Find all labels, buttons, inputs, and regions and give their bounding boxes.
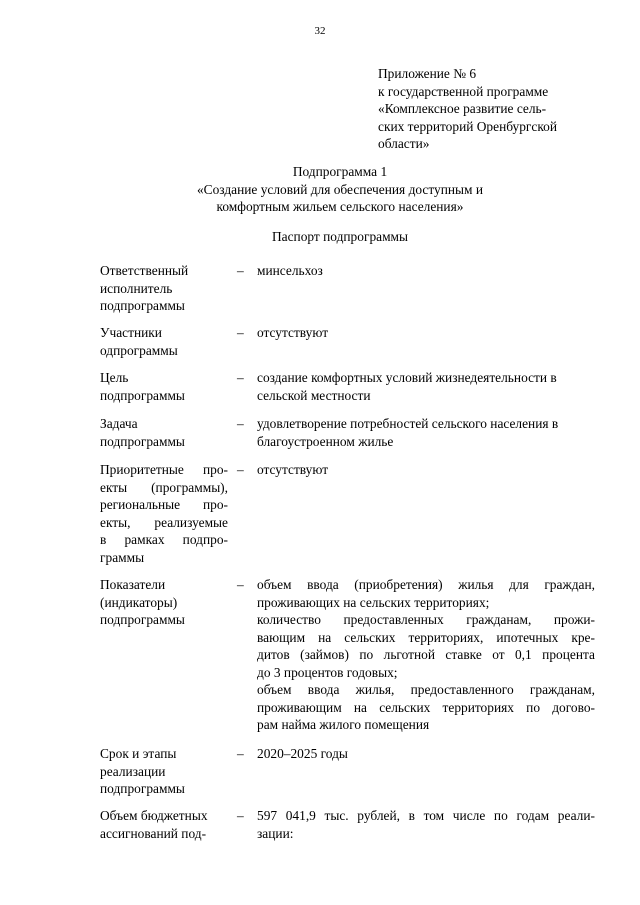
row-label (100, 745, 228, 798)
value-word: в (408, 808, 415, 823)
label-line: одпрограммы (100, 342, 178, 358)
label-line: (индикаторы) (100, 594, 178, 610)
value-word: рублей, (357, 808, 400, 823)
label-line (100, 549, 228, 567)
appendix-line: ских территорий Оренбургской (378, 118, 558, 134)
value-word: кре- (571, 629, 595, 645)
value-word: для (509, 577, 529, 592)
label-word: екты (100, 479, 128, 495)
label-line: подпрограммы (100, 433, 185, 449)
value-word: льготной (383, 647, 435, 662)
value-word: ввода (307, 577, 339, 592)
row-label (100, 415, 228, 450)
value-word: объем (257, 577, 292, 592)
value-word: ввода (307, 682, 340, 697)
value-line (257, 576, 595, 594)
value-word: до 3 процентов годовых; (257, 664, 398, 680)
value-word: по (493, 808, 508, 823)
value-line (257, 807, 595, 825)
value-word: годам (516, 808, 550, 823)
value-word: жилья (458, 577, 494, 592)
label-word: рамках (124, 532, 165, 547)
value-line (257, 699, 595, 717)
label-word: екты, (100, 514, 131, 530)
subprogram-title-line: комфортным жильем сельского населения» (216, 199, 464, 214)
label-line: Задача (100, 416, 138, 431)
row-dash: – (237, 577, 244, 592)
label-line (100, 514, 228, 532)
value-word: прожи- (553, 612, 595, 627)
label-line: Показатели (100, 577, 166, 592)
subprogram-title (100, 163, 580, 216)
row-label (100, 576, 228, 629)
value-word: догово- (552, 699, 595, 715)
row-value (257, 262, 595, 280)
label-line: реализации (100, 763, 166, 779)
value-word: том (423, 808, 445, 823)
value-line: удовлетворение потребностей сельского населения в (257, 416, 559, 431)
value-word: по (359, 647, 374, 662)
value-word: граждан, (544, 577, 595, 592)
value-word: ставке (445, 647, 482, 662)
value-word: 041,9 (285, 808, 316, 823)
value-line: благоустроенном жилье (257, 433, 394, 449)
label-line: Участники (100, 325, 162, 340)
appendix-line: к государственной программе (378, 83, 549, 99)
value-word: (займов) (300, 647, 349, 662)
value-word: дитов (257, 647, 290, 662)
value-line: отсутствуют (257, 325, 329, 340)
subprogram-title-line: Подпрограмма 1 (292, 164, 388, 179)
label-word: региональные (100, 497, 181, 512)
label-line: подпрограммы (100, 387, 185, 403)
row-value (257, 461, 595, 479)
appendix-line: Приложение № 6 (378, 66, 477, 81)
value-word: зации: (257, 825, 294, 841)
value-word: процента (542, 647, 595, 662)
row-label (100, 262, 228, 315)
label-word: про- (202, 497, 228, 512)
appendix-line: «Комплексное развитие сель- (378, 101, 547, 116)
value-word: рам найма жилого помещения (257, 717, 430, 732)
value-line (257, 646, 595, 664)
value-word: предоставленного (410, 682, 514, 697)
label-line: подпрограммы (100, 298, 185, 313)
passport-title (100, 228, 580, 246)
row-label (100, 324, 228, 359)
label-line (100, 461, 228, 479)
row-value (257, 807, 595, 842)
value-word: гражданам, (466, 612, 532, 627)
value-word: сельских (379, 699, 431, 715)
value-word: (приобретения) (354, 577, 443, 592)
row-value (257, 745, 595, 763)
value-line: создание комфортных условий жизнедеятельности в (257, 370, 557, 385)
value-line (257, 825, 595, 843)
value-word: на (318, 629, 332, 645)
subprogram-title-line: «Создание условий для обеспечения доступным и (196, 181, 484, 197)
value-word: ипотечных (496, 629, 559, 645)
value-word: проживающим (257, 699, 342, 715)
label-word: граммы (100, 549, 145, 565)
row-label (100, 807, 228, 842)
row-dash: – (237, 746, 244, 761)
value-word: тыс. (324, 808, 349, 823)
value-word: предоставленных (343, 612, 444, 627)
value-line: минсельхоз (257, 263, 323, 278)
value-line (257, 594, 595, 612)
value-word: жилья, (355, 682, 395, 697)
value-word: территориях, (408, 629, 484, 645)
row-value (257, 415, 595, 450)
label-word: (программы), (151, 479, 228, 495)
label-line: Объем бюджетных (100, 808, 208, 823)
label-word: реализуемые (154, 514, 228, 530)
value-word: на (353, 699, 367, 715)
value-word: гражданам, (529, 682, 595, 697)
row-value (257, 324, 595, 342)
value-word: вающим (257, 629, 306, 645)
value-word: проживающих на сельских территориях; (257, 594, 490, 610)
label-word: подпро- (182, 532, 228, 547)
value-word: сельских (344, 629, 396, 645)
value-line: 2020–2025 годы (257, 746, 348, 761)
value-word: от (492, 647, 505, 662)
page-number: 32 (314, 25, 326, 37)
label-line: ассигнований под- (100, 825, 207, 841)
label-line (100, 496, 228, 514)
label-line (100, 479, 228, 497)
label-line: Срок и этапы (100, 746, 177, 761)
label-line: Цель (100, 370, 129, 385)
row-label (100, 369, 228, 404)
value-word: по (526, 699, 541, 715)
value-word: реали- (557, 808, 595, 823)
appendix-line: области» (378, 136, 430, 151)
row-dash: – (237, 370, 244, 385)
row-dash: – (237, 263, 244, 278)
row-value (257, 369, 595, 404)
value-word: 597 (257, 808, 278, 823)
appendix-header (378, 65, 593, 153)
value-line: сельской местности (257, 387, 371, 403)
label-word: в (100, 532, 107, 547)
label-word: Приоритетные (100, 462, 184, 477)
row-label (100, 461, 228, 566)
value-line (257, 629, 595, 647)
value-line (257, 681, 595, 699)
row-dash: – (237, 325, 244, 340)
value-word: объем (257, 682, 292, 697)
label-line: Ответственный (100, 263, 189, 278)
value-line: отсутствуют (257, 462, 329, 477)
row-value (257, 576, 595, 734)
value-line (257, 716, 595, 734)
label-line (100, 531, 228, 549)
value-word: количество (257, 612, 321, 627)
value-line (257, 664, 595, 682)
value-word: 0,1 (514, 647, 532, 662)
label-line: подпрограммы (100, 612, 185, 627)
value-word: числе (452, 808, 486, 823)
label-line: подпрограммы (100, 781, 185, 796)
row-dash: – (237, 808, 244, 823)
row-dash: – (237, 416, 244, 431)
value-line (257, 611, 595, 629)
passport-title-text: Паспорт подпрограммы (271, 229, 409, 244)
row-dash: – (237, 462, 244, 477)
label-word: про- (202, 462, 228, 477)
value-word: территориях (442, 699, 514, 715)
label-line: исполнитель (100, 280, 173, 296)
